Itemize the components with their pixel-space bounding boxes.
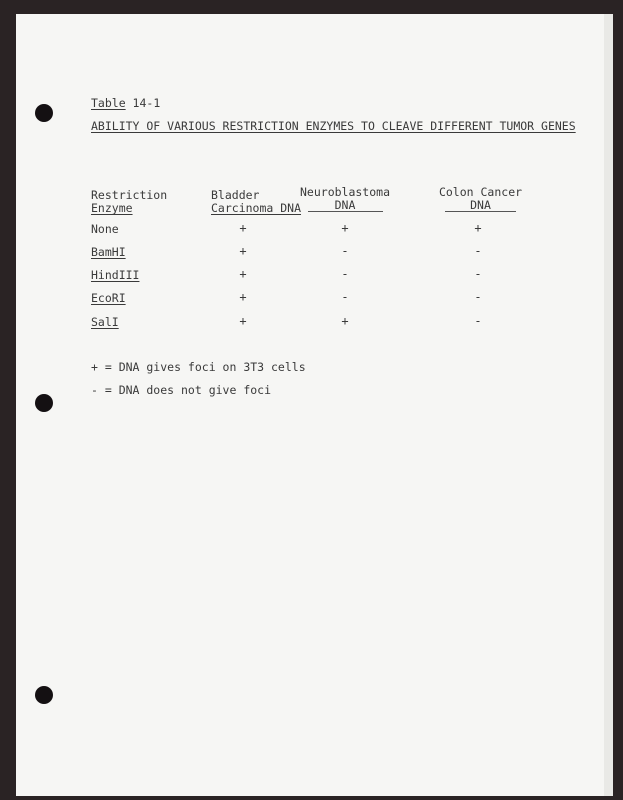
header-neuroblastoma-dna: DNA bbox=[334, 198, 356, 212]
cell-bladder-ecori: + bbox=[239, 290, 247, 304]
cell-neuroblastoma-none: + bbox=[341, 221, 349, 235]
table-label-prefix: Table bbox=[91, 96, 126, 110]
header-bladder: Bladder bbox=[211, 188, 260, 202]
header-restriction: Restriction bbox=[91, 188, 168, 202]
legend-minus: - = DNA does not give foci bbox=[91, 383, 272, 397]
binder-hole-middle bbox=[35, 394, 53, 412]
cell-bladder-hindiii: + bbox=[239, 267, 247, 281]
header-enzyme: Enzyme bbox=[91, 201, 133, 215]
cell-colon-bamhi: - bbox=[474, 244, 482, 258]
cell-neuroblastoma-hindiii: - bbox=[341, 267, 349, 281]
cell-bladder-sali: + bbox=[239, 314, 247, 328]
header-colon-cancer: Colon Cancer bbox=[438, 185, 523, 199]
row-enzyme-ecori-label: EcoRI bbox=[91, 291, 126, 305]
cell-colon-ecori: - bbox=[474, 290, 482, 304]
row-enzyme-sali bbox=[91, 316, 119, 329]
row-enzyme-hindiii-label: HindIII bbox=[91, 268, 140, 282]
row-enzyme-ecori bbox=[91, 292, 126, 305]
cell-neuroblastoma-ecori: - bbox=[341, 290, 349, 304]
cell-neuroblastoma-bamhi: - bbox=[341, 244, 349, 258]
cell-neuroblastoma-sali: + bbox=[341, 314, 349, 328]
header-neuroblastoma-underline bbox=[308, 211, 383, 212]
page-edge bbox=[604, 14, 613, 796]
cell-bladder-bamhi: + bbox=[239, 244, 247, 258]
table-label bbox=[91, 97, 160, 110]
binder-hole-bottom bbox=[35, 686, 53, 704]
row-enzyme-bamhi-label: BamHI bbox=[91, 245, 126, 259]
binder-hole-top bbox=[35, 104, 53, 122]
header-neuroblastoma: Neuroblastoma bbox=[300, 185, 391, 199]
row-enzyme-bamhi bbox=[91, 246, 126, 259]
cell-colon-hindiii: - bbox=[474, 267, 482, 281]
cell-colon-sali: - bbox=[474, 314, 482, 328]
row-enzyme-hindiii bbox=[91, 269, 139, 282]
legend-plus: + = DNA gives foci on 3T3 cells bbox=[91, 360, 306, 374]
table-title: ABILITY OF VARIOUS RESTRICTION ENZYMES TO CLEAVE DIFFERENT TUMOR GENES bbox=[91, 119, 576, 133]
header-colon-underline bbox=[445, 211, 516, 212]
cell-bladder-none: + bbox=[239, 221, 247, 235]
header-carcinoma-dna: Carcinoma DNA bbox=[211, 201, 302, 215]
header-colon-dna: DNA bbox=[470, 198, 491, 212]
row-enzyme-sali-label: SalI bbox=[91, 315, 119, 329]
cell-colon-none: + bbox=[474, 221, 482, 235]
table-label-number: 14-1 bbox=[125, 96, 161, 110]
row-enzyme-none: None bbox=[91, 222, 119, 236]
